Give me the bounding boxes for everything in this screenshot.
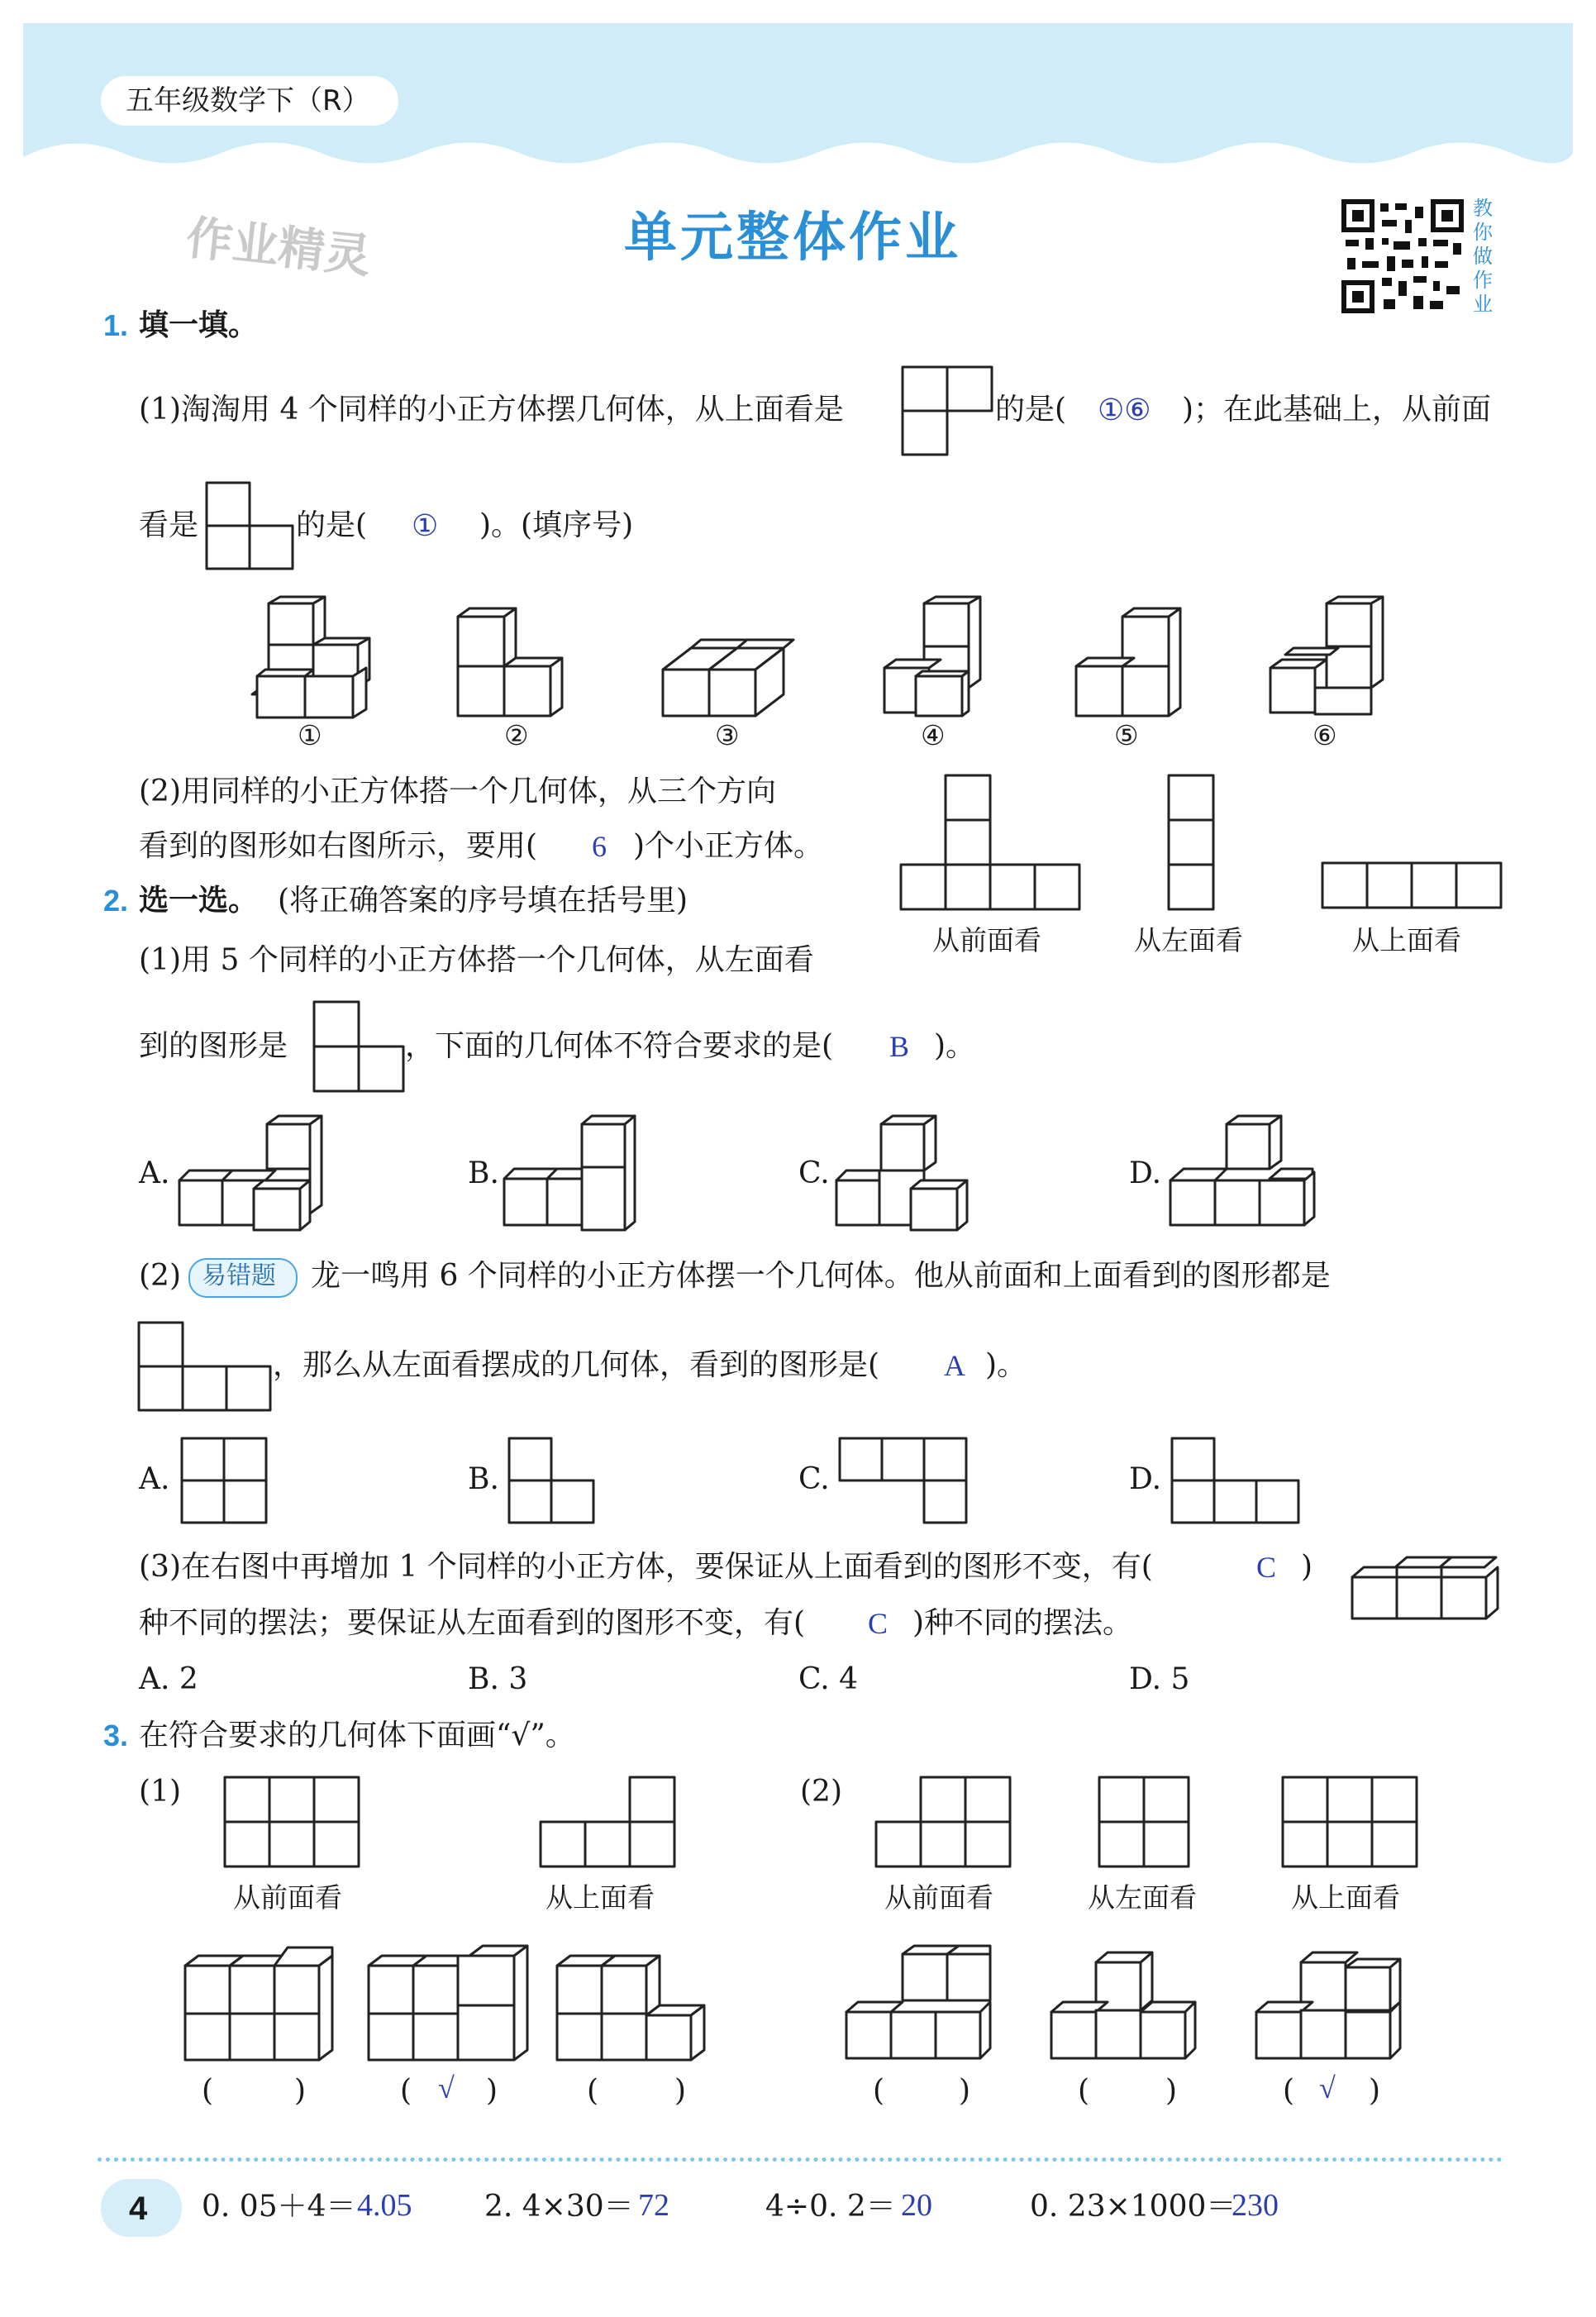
q1-p2-text-b: 看到的图形如右图所示，要用( [139, 829, 538, 863]
q1-p1-text-e: 的是( [296, 508, 368, 542]
q1-solid-label-3: ③ [715, 719, 740, 751]
q2-p3-answer-1: C [1256, 1551, 1277, 1584]
q2-title-note: (将正确答案的序号填在括号里) [278, 884, 688, 918]
q3-2-mark-a-close: ) [959, 2074, 971, 2108]
q2-p1-option-d: D. [1129, 1156, 1162, 1190]
q1-front-view-grid [898, 774, 1084, 911]
q2-left-view-figure [312, 1000, 405, 1093]
q3-sub1-label: (1) [139, 1775, 181, 1809]
q1-solid-label-6: ⑥ [1313, 719, 1337, 751]
q1-p2-text-c: )个小正方体。 [633, 829, 824, 863]
q2-p1-answer: B [889, 1030, 910, 1063]
q2-p2-view-figure [137, 1321, 273, 1412]
q1-solid-label-5: ⑤ [1114, 719, 1139, 751]
footer-expr-4: 0. 23×1000＝ [1030, 2190, 1236, 2224]
q1-p2-text-a: (2)用同样的小正方体搭一个几何体，从三个方向 [139, 775, 776, 808]
q3-2-label-top: 从上面看 [1291, 1881, 1400, 1914]
q2-p2-view-c [838, 1437, 970, 1524]
q3-2-solid-c [1255, 1943, 1420, 2063]
q1-front-view-figure [205, 481, 294, 570]
q3-2-solid-a [845, 1943, 1010, 2063]
q1-solid-5 [1074, 605, 1198, 719]
q3-1-mark-b-open: ( [400, 2074, 412, 2108]
q1-view-label-top: 从上面看 [1352, 924, 1461, 956]
q1-view-label-left: 从左面看 [1134, 924, 1243, 956]
q3-2-mark-c-open: ( [1283, 2074, 1295, 2108]
q2-p2-answer: A [944, 1349, 965, 1382]
q3-2-left-view [1098, 1776, 1190, 1868]
q1-solid-label-2: ② [504, 719, 529, 751]
q1-p1-text-d: 看是 [139, 508, 199, 542]
q1-view-label-front: 从前面看 [932, 924, 1041, 956]
q1-answer-2: ① [412, 509, 439, 542]
q2-p3-choice-c: C. 4 [798, 1662, 859, 1696]
q3-number: 3. [103, 1719, 129, 1752]
q2-p2-text-b: 龙一鸣用 6 个同样的小正方体摆一个几何体。他从前面和上面看到的图形都是 [311, 1259, 1331, 1293]
q2-p2-option-c: C. [798, 1462, 830, 1496]
q2-p1-text-b: 到的图形是 [139, 1029, 288, 1063]
q3-1-label-front: 从前面看 [233, 1881, 342, 1914]
q3-sub2-label: (2) [800, 1775, 842, 1809]
watermark: 作业精灵 [183, 211, 374, 284]
q2-number: 2. [103, 884, 129, 918]
q1-answer-1: ①⑥ [1098, 393, 1151, 427]
q2-p2-text-c: ，那么从左面看摆成的几何体，看到的图形是( [273, 1348, 880, 1382]
footer-expr-1: 0. 05＋4＝ [202, 2190, 356, 2224]
q2-p1-text-c: ，下面的几何体不符合要求的是( [405, 1029, 834, 1063]
q3-2-label-front: 从前面看 [884, 1881, 993, 1914]
q1-p1-text-c: )；在此基础上，从前面 [1182, 393, 1492, 427]
q2-p2-option-d: D. [1129, 1462, 1162, 1496]
q2-title: 选一选。 [139, 884, 259, 918]
q1-solid-1 [252, 597, 376, 719]
q2-p1-solid-b [503, 1114, 653, 1232]
q1-p1-text-a: (1)淘淘用 4 个同样的小正方体摆几何体，从上面看是 [139, 393, 844, 427]
q3-2-mark-b-close: ) [1165, 2074, 1178, 2108]
q3-2-solid-b [1050, 1943, 1215, 2063]
q2-p2-text-d: )。 [985, 1348, 1027, 1382]
footer-expr-2: 2. 4×30＝ [484, 2190, 634, 2224]
page-title: 单元整体作业 [624, 207, 961, 269]
q2-p3-choice-a: A. 2 [139, 1662, 198, 1696]
q3-1-mark-b-check: √ [438, 2071, 455, 2105]
q2-p1-option-a: A. [139, 1156, 170, 1190]
q2-p3-choice-d: D. 5 [1129, 1662, 1190, 1696]
q1-left-view-grid [1165, 774, 1217, 911]
q3-title: 在符合要求的几何体下面画“√”。 [139, 1719, 575, 1752]
q3-2-front-view [874, 1776, 1012, 1868]
q2-p2-option-b: B. [468, 1462, 499, 1496]
q3-1-label-top: 从上面看 [545, 1881, 655, 1914]
header-wave [23, 132, 1573, 182]
q1-solid-3 [661, 628, 795, 719]
q1-solid-4 [883, 597, 1007, 719]
q1-solid-label-4: ④ [921, 719, 946, 751]
error-prone-tag-text: 易错题 [202, 1261, 276, 1290]
q3-1-mark-b-close: ) [486, 2074, 498, 2108]
q2-p2-view-b [507, 1437, 595, 1524]
q1-p1-text-b: 的是( [995, 393, 1067, 427]
footer-expr-3: 4÷0. 2＝ [765, 2190, 896, 2224]
page-number: 4 [129, 2191, 148, 2227]
q2-p2-text-a: (2) [139, 1259, 181, 1293]
q3-1-solid-c [555, 1943, 721, 2063]
q3-1-mark-c-close: ) [674, 2074, 687, 2108]
q2-p1-text-a: (1)用 5 个同样的小正方体搭一个几何体，从左面看 [139, 943, 814, 977]
q1-top-view-figure [901, 365, 993, 456]
q3-1-mark-c-open: ( [587, 2074, 599, 2108]
q2-p2-view-a [180, 1437, 268, 1524]
q3-1-solid-a [183, 1943, 349, 2063]
q2-p3-solid [1351, 1547, 1501, 1623]
q2-p3-text-b: ) [1301, 1550, 1313, 1584]
q2-p2-view-d [1170, 1437, 1303, 1524]
q2-p3-answer-2: C [868, 1607, 889, 1640]
q2-p1-solid-a [178, 1114, 328, 1232]
q1-p2-answer: 6 [592, 830, 607, 863]
book-title: 五年级数学下（R） [126, 84, 370, 117]
q2-p1-solid-c [835, 1114, 985, 1232]
q2-p3-text-a: (3)在右图中再增加 1 个同样的小正方体，要保证从上面看到的图形不变，有( [139, 1550, 1153, 1584]
q2-p3-text-c: 种不同的摆法；要保证从左面看到的图形不变，有( [139, 1606, 806, 1640]
q3-2-top-view [1281, 1776, 1418, 1868]
q3-2-mark-b-open: ( [1078, 2074, 1090, 2108]
footer-answer-2: 72 [638, 2188, 669, 2223]
q1-solid-6 [1269, 597, 1393, 719]
q3-2-label-left: 从左面看 [1088, 1881, 1197, 1914]
q3-1-front-view [223, 1776, 360, 1868]
footer-answer-4: 230 [1232, 2188, 1279, 2223]
q3-2-mark-a-open: ( [873, 2074, 885, 2108]
footer-answer-1: 4.05 [357, 2188, 412, 2223]
q2-p3-choice-b: B. 3 [468, 1662, 528, 1696]
qr-code-icon [1341, 198, 1465, 314]
q3-2-mark-c-close: ) [1369, 2074, 1381, 2108]
q1-p1-text-f: )。(填序号) [479, 508, 634, 542]
q3-2-mark-c-check: √ [1319, 2071, 1336, 2105]
q3-1-solid-b [367, 1943, 532, 2063]
q3-1-mark-a-close: ) [294, 2074, 307, 2108]
q2-p1-solid-d [1167, 1114, 1317, 1232]
footer-divider [98, 2157, 1503, 2162]
footer-answer-3: 20 [901, 2188, 932, 2223]
q3-1-mark-a-open: ( [202, 2074, 214, 2108]
q1-title: 填一填。 [139, 308, 259, 342]
q2-p1-option-c: C. [798, 1156, 830, 1190]
q1-top-view-grid [1319, 860, 1506, 911]
q1-solid-label-1: ① [298, 719, 322, 751]
qr-caption: 教你做作业 [1473, 197, 1493, 316]
q2-p3-text-d: )种不同的摆法。 [912, 1606, 1133, 1640]
q1-number: 1. [103, 308, 129, 342]
q2-p1-text-d: )。 [934, 1029, 976, 1063]
q2-p2-option-a: A. [139, 1462, 170, 1496]
q3-1-top-view [539, 1776, 676, 1868]
q1-solid-2 [456, 605, 580, 719]
q2-p1-option-b: B. [468, 1156, 499, 1190]
